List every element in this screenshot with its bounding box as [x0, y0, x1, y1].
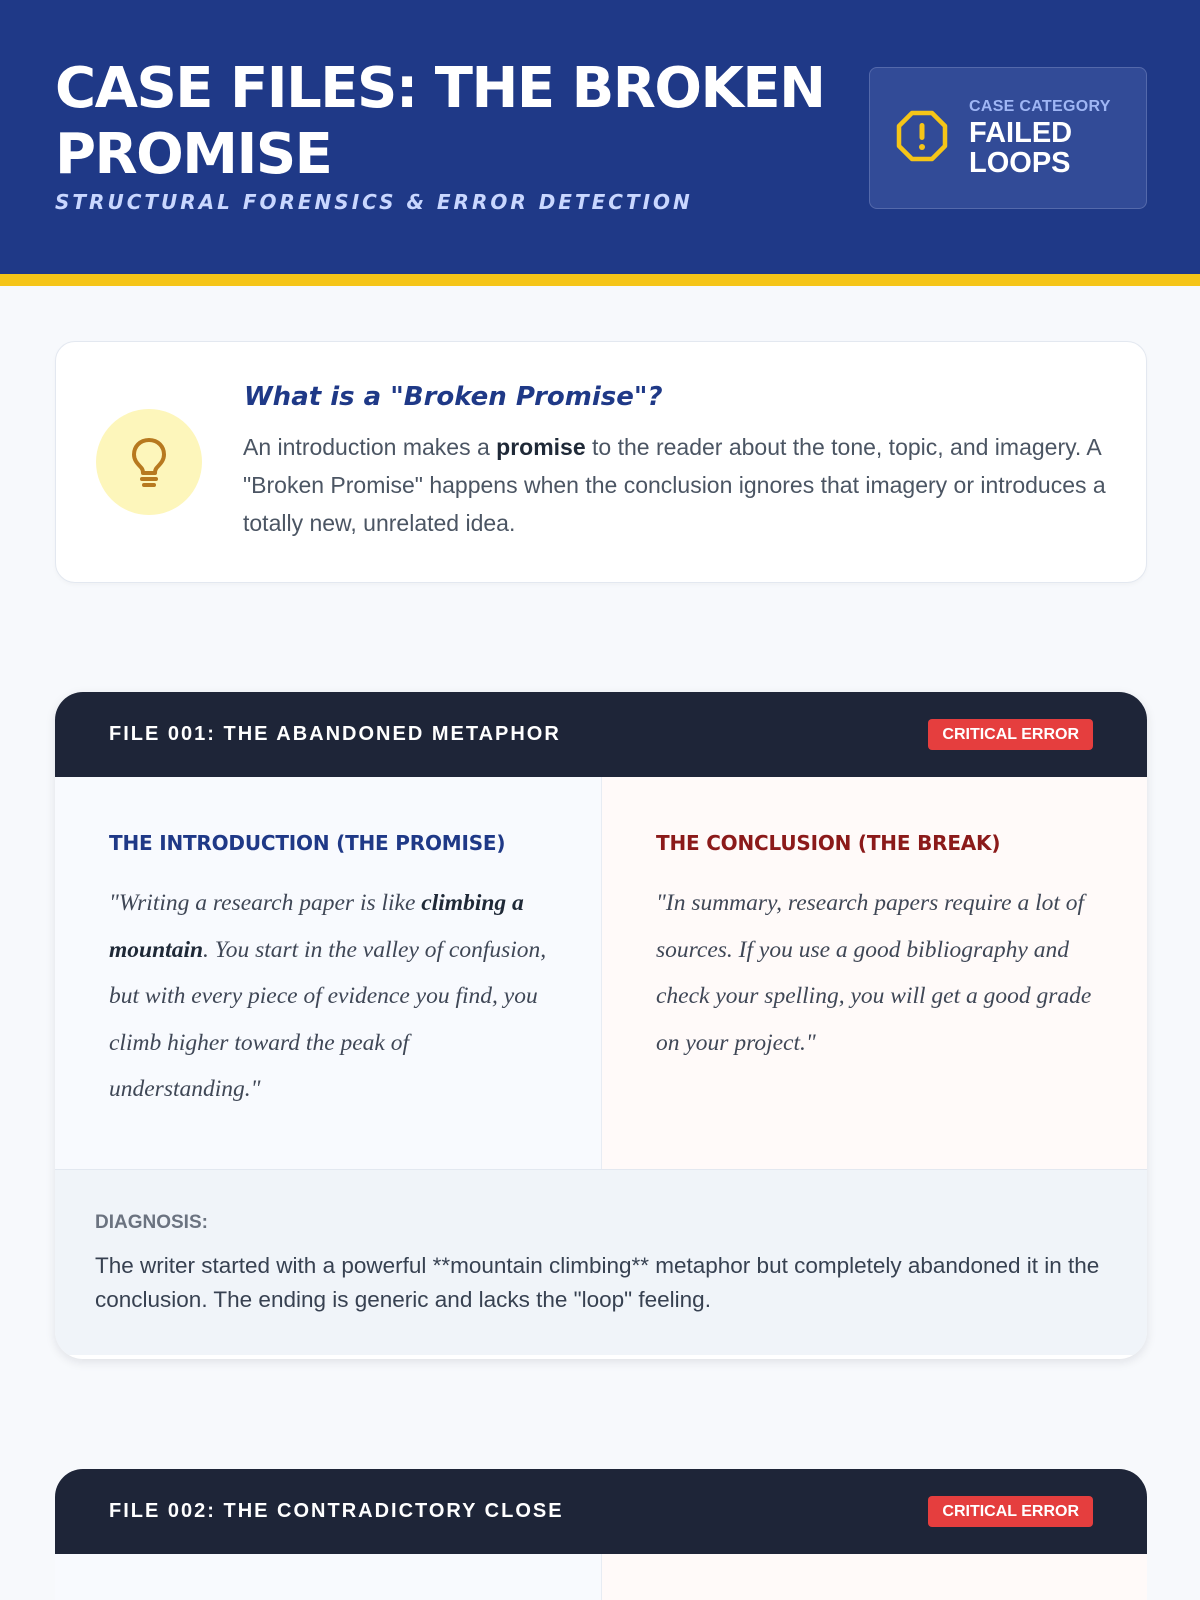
lightbulb-icon: [129, 436, 169, 488]
definition-text: An introduction makes a promise to the reader about the tone, topic, and imagery. A "Broken Promise" happens when the conclusion ignores that imagery or introduces a totally new, unrelated idea.: [243, 434, 1106, 536]
definition-keyword: promise: [496, 434, 586, 460]
case-file-title: FILE 001: THE ABANDONED METAPHOR: [109, 723, 561, 745]
conclusion-quote: "In summary, research papers require a lot of sources. If you use a good bibliography and check your spelling, you will get a good grade on your project.": [656, 890, 1092, 1056]
case-category-label: CASE CATEGORY: [969, 98, 1111, 115]
case-category-card: [869, 67, 1147, 209]
conclusion-column: [602, 777, 1147, 1169]
conclusion-column: [602, 1554, 1147, 1600]
critical-error-badge: CRITICAL ERROR: [928, 1496, 1093, 1527]
alert-octagon-icon: [896, 110, 948, 162]
diagnosis-text: The writer started with a powerful **mountain climbing** metaphor but completely abandoned it in the conclusion. The ending is generic and lacks the "loop" feeling.: [95, 1253, 1100, 1312]
definition-heading: What is a "Broken Promise"?: [244, 382, 663, 412]
introduction-heading: THE INTRODUCTION (THE PROMISE): [109, 831, 506, 855]
introduction-column: [55, 777, 602, 1169]
introduction-quote: "Writing a research paper is like climbing a mountain. You start in the valley of confusion, but with every piece of evidence you find, you climb higher toward the peak of understanding.": [109, 890, 547, 1102]
case-file-001: [55, 692, 1147, 1359]
page-subtitle: STRUCTURAL FORENSICS & ERROR DETECTION: [55, 190, 693, 214]
introduction-column: [55, 1554, 602, 1600]
page-header: [0, 0, 1200, 274]
case-file-title: FILE 002: THE CONTRADICTORY CLOSE: [109, 1500, 564, 1522]
page-title: CASE FILES: THE BROKEN PROMISE: [55, 56, 825, 187]
header-accent-stripe: [0, 274, 1200, 286]
critical-error-badge: CRITICAL ERROR: [928, 719, 1093, 750]
conclusion-heading: THE CONCLUSION (THE BREAK): [656, 831, 1001, 855]
lightbulb-badge: [96, 409, 202, 515]
case-file-002: [55, 1469, 1147, 1600]
case-file-header: [55, 692, 1147, 777]
case-category-value: FAILED LOOPS: [969, 117, 1073, 179]
diagnosis-panel: [55, 1169, 1147, 1355]
diagnosis-label: DIAGNOSIS:: [95, 1212, 208, 1233]
case-file-header: [55, 1469, 1147, 1554]
definition-card: [55, 341, 1147, 583]
